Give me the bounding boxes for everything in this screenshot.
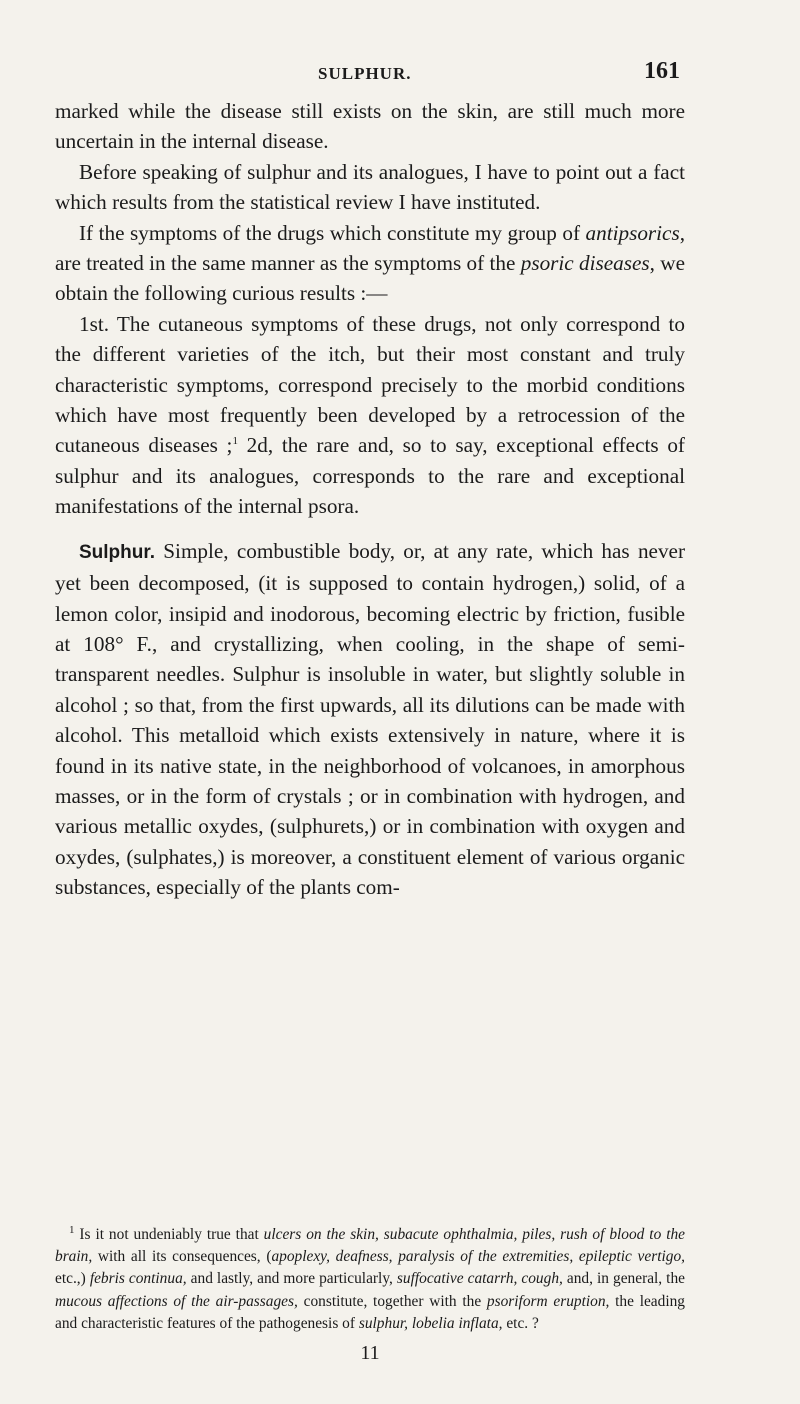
page-number: 161 [644,58,680,84]
footnote-italic: mucous affections of the air-passages, [55,1292,298,1310]
running-head: SULPHUR. [318,64,412,83]
paragraph-text: Simple, combustible body, or, at any rate, which has never yet been decomposed, (it is supposed to contain hydrogen,) solid, of a lemon color, insipid and inodorous, becoming electric by friction, fusible at 108° F., and crystallizing, when cooling, in the shape of semi-transparent needles. Sulphur is insoluble in water, but slightly soluble in alcohol ; so that, from the first upwards, all its dilutions can be made with alcohol. This metalloid which exists extensively in nature, where it is found in its native state, in the neighborhood of volcanoes, in amorphous masses, or in the form of crystals ; or in combination with hydrogen, and various metallic oxydes, (sulphurets,) or in combination with oxygen and oxydes, (sulphates,) is moreover, a constituent element of various organic substances, especially of the plants com- [55,538,685,900]
paragraph-text: If the symptoms of the drugs which constitute my group of [79,220,586,245]
footnote-text: the leading and characteristic features of the pathogenesis of [55,1292,685,1332]
section-heading: Sulphur. [79,541,155,563]
italic-term: psoric diseases [520,251,650,276]
footnote-italic: apoplexy, deafness, paralysis of the extremities, epileptic vertigo, [271,1248,686,1266]
paragraph [55,96,685,157]
footnote-text: and lastly, and more particularly, [186,1270,397,1288]
footnote-text: etc.,) [55,1270,90,1288]
paragraph-text: 1st. The cutaneous symptoms of these drugs, not only correspond to the different varieties of the itch, but their most constant and truly characteristic symptoms, correspond precisely to the morbid conditions which have most frequently been developed by a retrocession of the cutaneous diseases ; [55,311,685,458]
paragraph-text: marked while the disease still exists on the skin, are still much more uncertain in the internal disease. [55,99,685,154]
paragraph-text: Before speaking of sulphur and its analogues, I have to point out a fact which results from the statistical review I have instituted. [55,159,685,215]
footnote [55,1224,685,1335]
paragraph-text: 2d, the rare and, so to say, exceptional effects of sulphur and its analogues, corresponds to the rare and exceptional manifestations of the internal psora. [55,433,685,519]
footnote-text: and, in general, the [562,1270,685,1288]
paragraph [55,309,685,522]
page-header [60,58,680,92]
paragraph-text: , we obtain the following curious results :— [55,251,685,306]
footnote-italic: suffocative catarrh, cough, [396,1270,563,1288]
footnote-italic: sulphur, lobelia inflata, [358,1314,503,1332]
footnote-text: etc. ? [502,1314,539,1332]
footnote-ref: 1 [232,435,238,448]
footnote-text: with all its consequences, ( [92,1248,272,1266]
footnote-mark: 1 [69,1223,75,1236]
paragraph [55,218,685,309]
footnote-italic: febris continua, [89,1270,187,1288]
body-text [55,96,685,903]
italic-term: antipsorics [585,220,680,245]
paragraph-text: , are treated in the same manner as the symptoms of the [55,220,685,276]
paragraph [55,536,685,903]
footnote-text: constitute, together with the [297,1292,487,1310]
footnote-italic: ulcers on the skin, subacute ophthalmia, piles, rush of blood to the brain, [55,1226,685,1266]
footnote-text: Is it not undeniably true that [74,1226,264,1243]
footnote-italic: psoriform eruption, [486,1292,610,1310]
signature-mark: 11 [360,1342,380,1364]
paragraph [55,157,685,218]
